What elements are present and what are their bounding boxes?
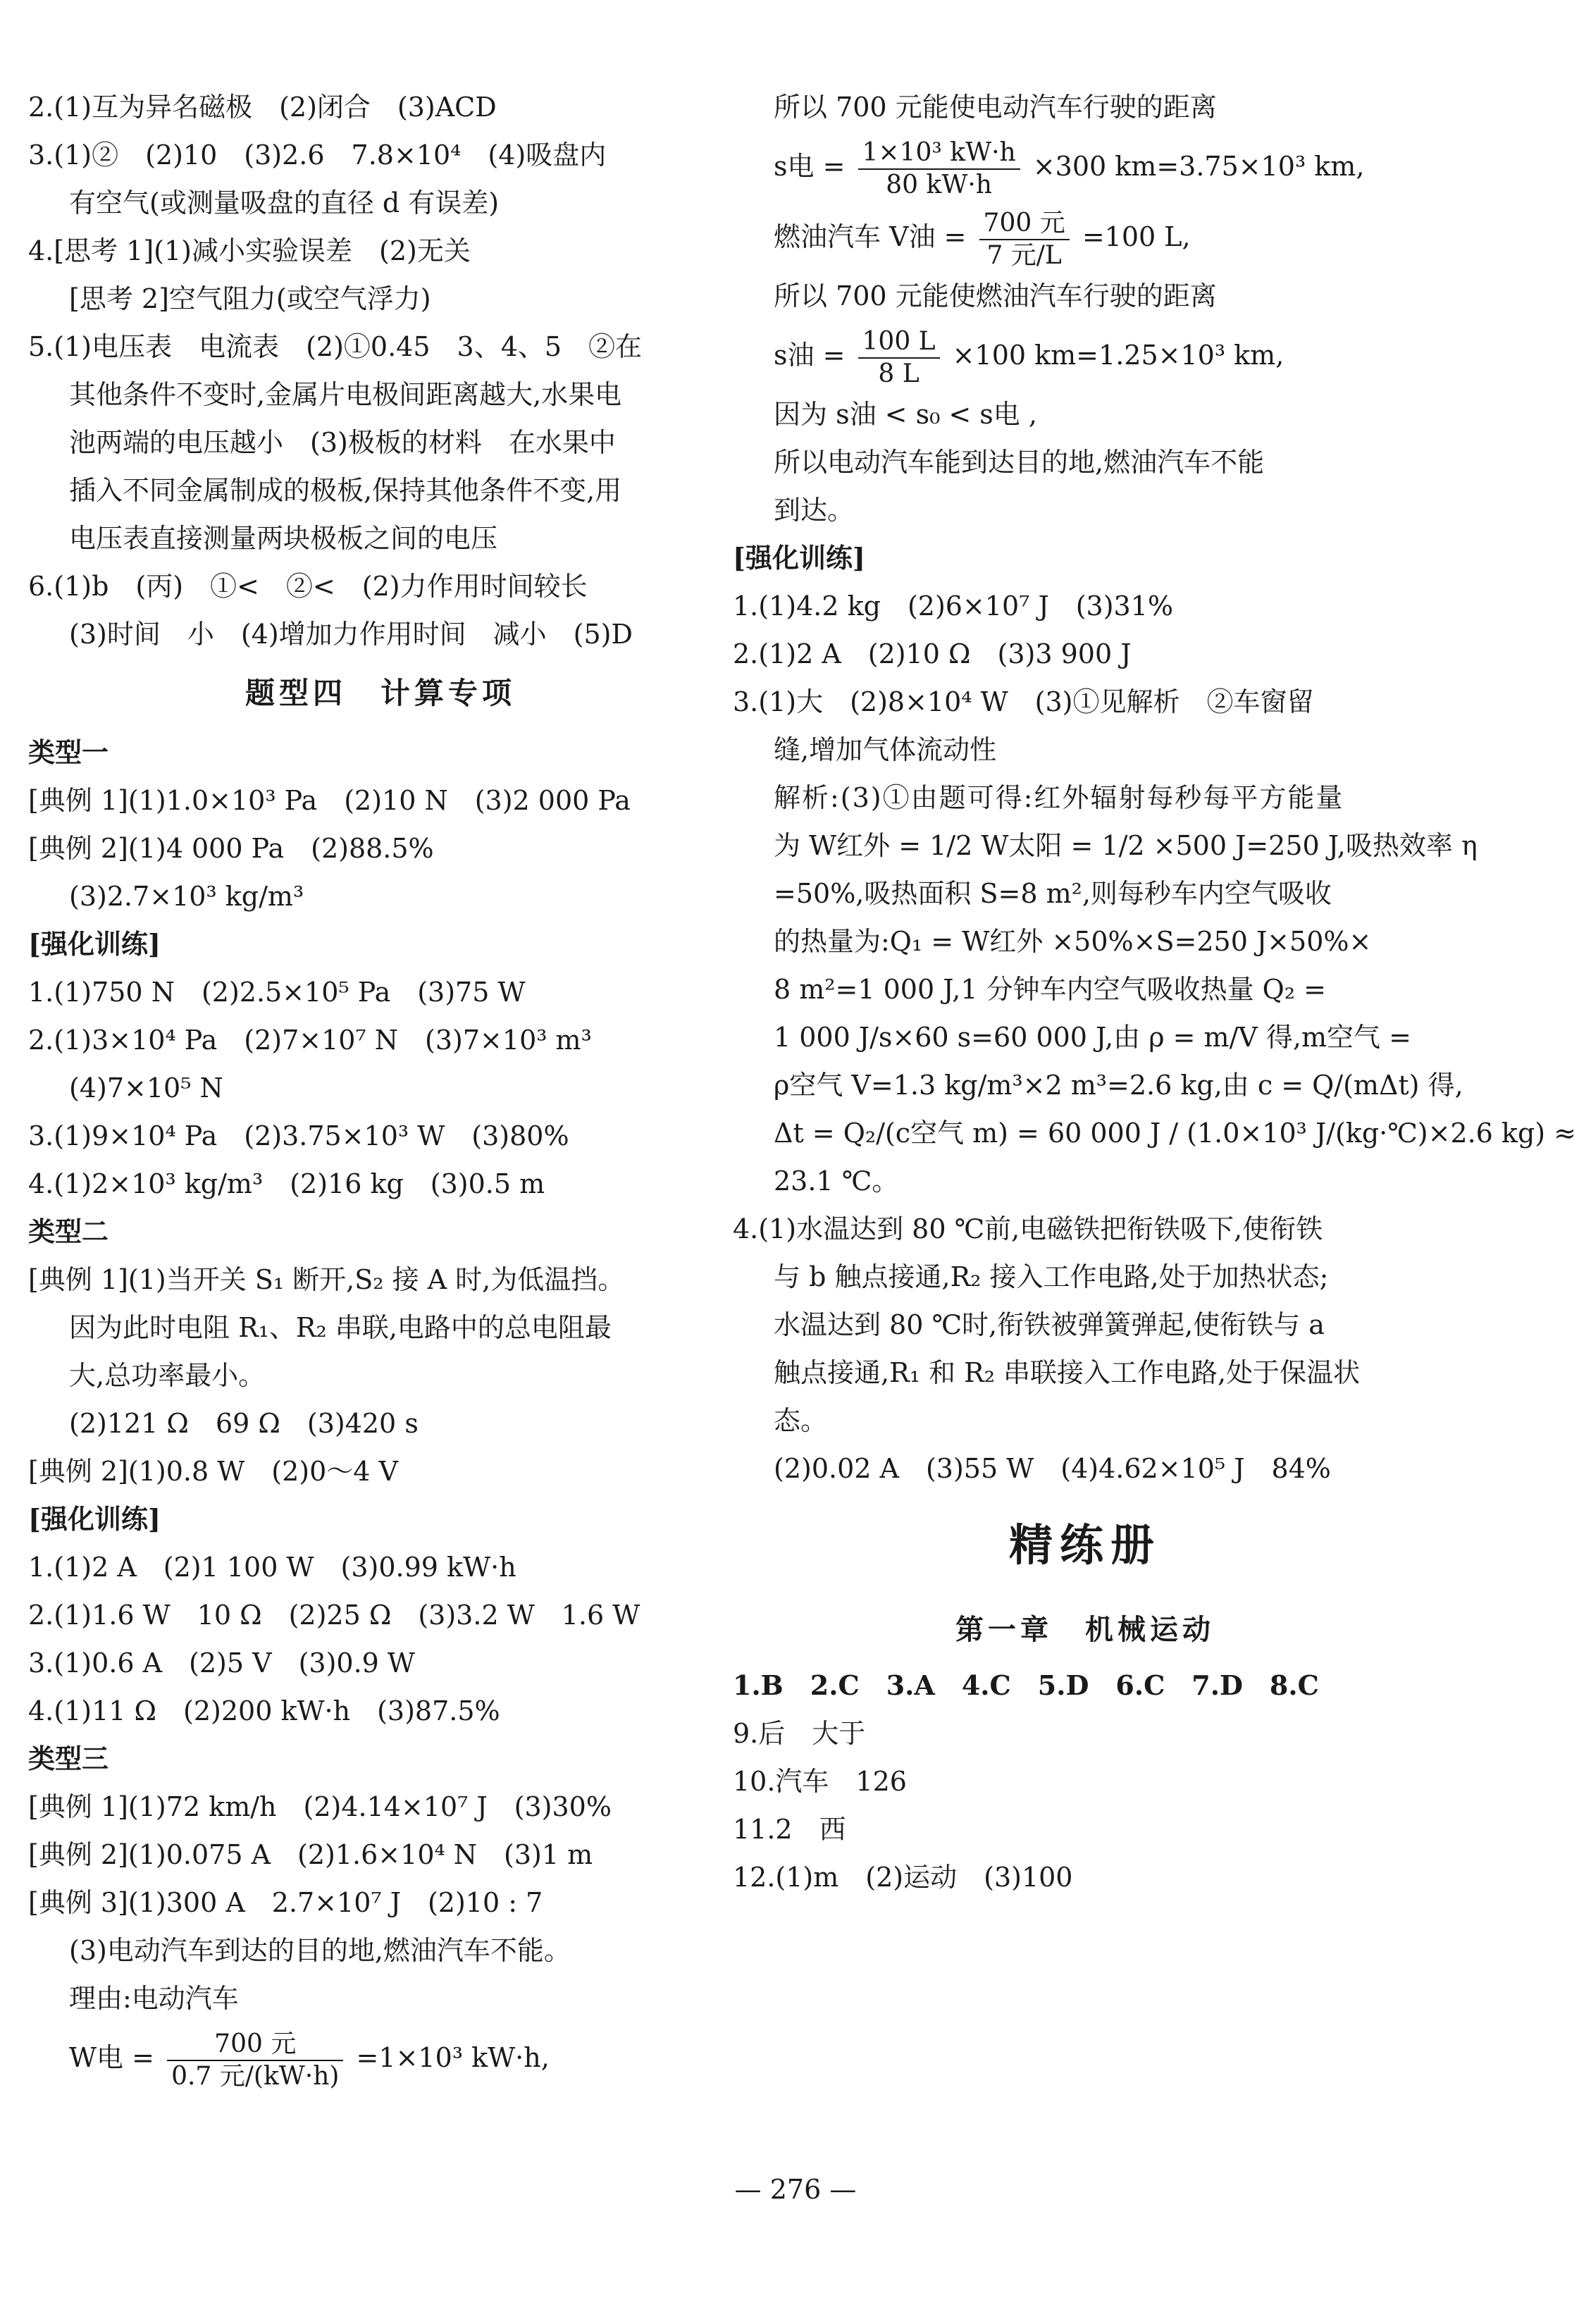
formula-rhs: ×300 km=3.75×10³ km, xyxy=(1032,151,1365,182)
text-line: [强化训练] xyxy=(28,928,161,960)
page-number: — 276 — xyxy=(734,2174,857,2205)
text-line: 2.(1)互为异名磁极 (2)闭合 (3)ACD xyxy=(28,92,497,123)
text-line: 大,总功率最小。 xyxy=(69,1360,266,1391)
right-top-lines xyxy=(733,83,1437,131)
formula-rhs: =1×10³ kW·h, xyxy=(356,2042,550,2073)
text-line: [典例 1](1)1.0×10³ Pa (2)10 N (3)2 000 Pa xyxy=(28,785,631,816)
denominator: 80 kW·h xyxy=(886,170,992,199)
text-line: 8 m²=1 000 J,1 分钟车内空气吸收热量 Q₂ = xyxy=(774,974,1326,1005)
text-line: 态。 xyxy=(774,1405,828,1436)
formula-lhs: s油 = xyxy=(774,340,846,371)
text-line: (2)121 Ω 69 Ω (3)420 s xyxy=(69,1408,419,1439)
text-line: 到达。 xyxy=(774,495,855,526)
right-column xyxy=(733,83,1577,1901)
text-line: 有空气(或测量吸盘的直径 d 有误差) xyxy=(69,187,500,218)
fraction xyxy=(858,137,1020,201)
text-line: 1.B 2.C 3.A 4.C 5.D 6.C 7.D 8.C xyxy=(733,1669,1319,1701)
text-line: [思考 2]空气阻力(或空气浮力) xyxy=(69,283,431,314)
formula-s-electric xyxy=(733,131,1437,202)
text-line: 4.[思考 1](1)减小实验误差 (2)无关 xyxy=(28,235,471,266)
text-line: 12.(1)m (2)运动 (3)100 xyxy=(733,1862,1073,1893)
text-line: [强化训练] xyxy=(28,1503,161,1535)
text-line: ρ空气 V=1.3 kg/m³×2 m³=2.6 kg,由 c = Q/(mΔt) 得, xyxy=(774,1070,1463,1101)
text-line: 23.1 ℃。 xyxy=(774,1166,899,1197)
text-line: =50%,吸热面积 S=8 m²,则每秒车内空气吸收 xyxy=(774,878,1332,909)
text-line: [典例 3](1)300 A 2.7×10⁷ J (2)10 : 7 xyxy=(28,1887,543,1918)
formula-lhs: 燃油汽车 V油 = xyxy=(774,221,967,252)
text-line: 1.(1)4.2 kg (2)6×10⁷ J (3)31% xyxy=(733,591,1173,622)
text-line: [典例 2](1)0.8 W (2)0～4 V xyxy=(28,1456,399,1487)
text-line: 2.(1)3×10⁴ Pa (2)7×10⁷ N (3)7×10³ m³ xyxy=(28,1025,592,1056)
text-line: 11.2 西 xyxy=(733,1814,846,1845)
text-line: (4)7×10⁵ N xyxy=(69,1073,223,1104)
text-line: 类型二 xyxy=(28,1216,109,1247)
text-line: 为 W红外 = 1/2 W太阳 = 1/2 ×500 J=250 J,吸热效率 η xyxy=(774,830,1478,861)
formula-v-oil xyxy=(733,202,1437,272)
text-line: 的热量为:Q₁ = W红外 ×50%×S=250 J×50%× xyxy=(774,926,1372,957)
book-section-title: 精练册 xyxy=(1008,1519,1161,1571)
text-line: [典例 1](1)当开关 S₁ 断开,S₂ 接 A 时,为低温挡。 xyxy=(28,1264,625,1295)
text-line: 理由:电动汽车 xyxy=(69,1983,239,2014)
text-line: 水温达到 80 ℃时,衔铁被弹簧弹起,使衔铁与 a xyxy=(774,1309,1325,1340)
text-line: 4.(1)2×10³ kg/m³ (2)16 kg (3)0.5 m xyxy=(28,1168,545,1199)
formula-rhs: ×100 km=1.25×10³ km, xyxy=(952,340,1284,371)
text-line: [典例 2](1)4 000 Pa (2)88.5% xyxy=(28,833,434,864)
text-line: 所以 700 元能使电动汽车行驶的距离 xyxy=(774,92,1217,123)
fraction xyxy=(167,2029,343,2092)
denominator: 0.7 元/(kW·h) xyxy=(171,2061,340,2091)
denominator: 8 L xyxy=(878,359,920,388)
fraction xyxy=(858,326,940,390)
text-line: [典例 2](1)0.075 A (2)1.6×10⁴ N (3)1 m xyxy=(28,1839,593,1870)
text-line: 3.(1)9×10⁴ Pa (2)3.75×10³ W (3)80% xyxy=(28,1120,569,1151)
text-line: 6.(1)b (丙) ①< ②< (2)力作用时间较长 xyxy=(28,571,588,602)
text-line: (3)时间 小 (4)增加力作用时间 减小 (5)D xyxy=(69,619,633,650)
text-line: (2)0.02 A (3)55 W (4)4.62×10⁵ J 84% xyxy=(774,1453,1331,1484)
text-line: 3.(1)② (2)10 (3)2.6 7.8×10⁴ (4)吸盘内 xyxy=(28,140,607,171)
formula-w-electric xyxy=(28,2022,733,2093)
text-line: 其他条件不变时,金属片电极间距离越大,水果电 xyxy=(69,379,622,410)
text-line: 因为此时电阻 R₁、R₂ 串联,电路中的总电阻最 xyxy=(69,1312,612,1343)
text-line: 缝,增加气体流动性 xyxy=(774,734,997,765)
text-line: 类型三 xyxy=(28,1743,109,1774)
numerator: 100 L xyxy=(858,326,940,359)
numerator: 700 元 xyxy=(979,208,1070,240)
text-line: 因为 s油 < s₀ < s电 , xyxy=(774,399,1037,430)
denominator: 7 元/L xyxy=(986,240,1062,270)
text-line: [典例 1](1)72 km/h (2)4.14×10⁷ J (3)30% xyxy=(28,1791,612,1822)
text-line: 池两端的电压越小 (3)极板的材料 在水果中 xyxy=(69,427,616,458)
formula-lhs: W电 = xyxy=(69,2042,154,2073)
text-line: 5.(1)电压表 电流表 (2)①0.45 3、4、5 ②在 xyxy=(28,331,643,362)
text-line: 1 000 J/s×60 s=60 000 J,由 ρ = m/V 得,m空气 = xyxy=(774,1022,1411,1053)
text-line: 1.(1)2 A (2)1 100 W (3)0.99 kW·h xyxy=(28,1552,516,1583)
text-line: 3.(1)0.6 A (2)5 V (3)0.9 W xyxy=(28,1648,415,1679)
text-line: 1.(1)750 N (2)2.5×10⁵ Pa (3)75 W xyxy=(28,977,526,1008)
text-line: (3)2.7×10³ kg/m³ xyxy=(69,881,304,912)
text-line: 10.汽车 126 xyxy=(733,1766,907,1797)
text-line: 4.(1)11 Ω (2)200 kW·h (3)87.5% xyxy=(28,1695,500,1726)
text-line: 插入不同金属制成的极板,保持其他条件不变,用 xyxy=(69,475,622,506)
numerator: 700 元 xyxy=(167,2029,343,2061)
text-line: 4.(1)水温达到 80 ℃前,电磁铁把衔铁吸下,使衔铁 xyxy=(733,1213,1323,1244)
text-line: 2.(1)1.6 W 10 Ω (2)25 Ω (3)3.2 W 1.6 W xyxy=(28,1600,640,1631)
text-line: (3)电动汽车到达的目的地,燃油汽车不能。 xyxy=(69,1935,571,1966)
right-mid-lines xyxy=(733,272,1437,320)
text-line: 类型一 xyxy=(28,736,109,768)
text-line: 所以 700 元能使燃油汽车行驶的距离 xyxy=(774,280,1217,311)
text-line: [强化训练] xyxy=(733,542,865,574)
text-line: 与 b 触点接通,R₂ 接入工作电路,处于加热状态; xyxy=(774,1261,1329,1292)
text-line: 电压表直接测量两块极板之间的电压 xyxy=(69,523,498,554)
left-column xyxy=(28,83,733,2093)
text-line: 题型四 计算专项 xyxy=(244,676,516,710)
text-line: Δt = Q₂/(c空气 m) = 60 000 J / (1.0×10³ J/(kg·℃)×2.6 kg) ≈ xyxy=(774,1118,1577,1149)
text-line: 所以电动汽车能到达目的地,燃油汽车不能 xyxy=(774,447,1265,478)
text-line: 解析:(3)①由题可得:红外辐射每秒每平方能量 xyxy=(774,782,1344,813)
right-end-lines xyxy=(733,1662,1437,1901)
text-line: 3.(1)大 (2)8×10⁴ W (3)①见解析 ②车窗留 xyxy=(733,686,1314,717)
text-line: 触点接通,R₁ 和 R₂ 串联接入工作电路,处于保温状 xyxy=(774,1357,1361,1388)
numerator: 1×10³ kW·h xyxy=(858,137,1020,170)
text-line: 2.(1)2 A (2)10 Ω (3)3 900 J xyxy=(733,638,1132,669)
chapter-title: 第一章 机械运动 xyxy=(955,1613,1215,1646)
formula-rhs: =100 L, xyxy=(1082,221,1191,252)
right-after-lines xyxy=(733,390,1577,1492)
formula-lhs: s电 = xyxy=(774,151,846,182)
fraction xyxy=(979,208,1070,271)
text-line: 9.后 大于 xyxy=(733,1718,866,1749)
formula-s-oil xyxy=(733,320,1437,390)
left-lines xyxy=(28,83,733,2022)
